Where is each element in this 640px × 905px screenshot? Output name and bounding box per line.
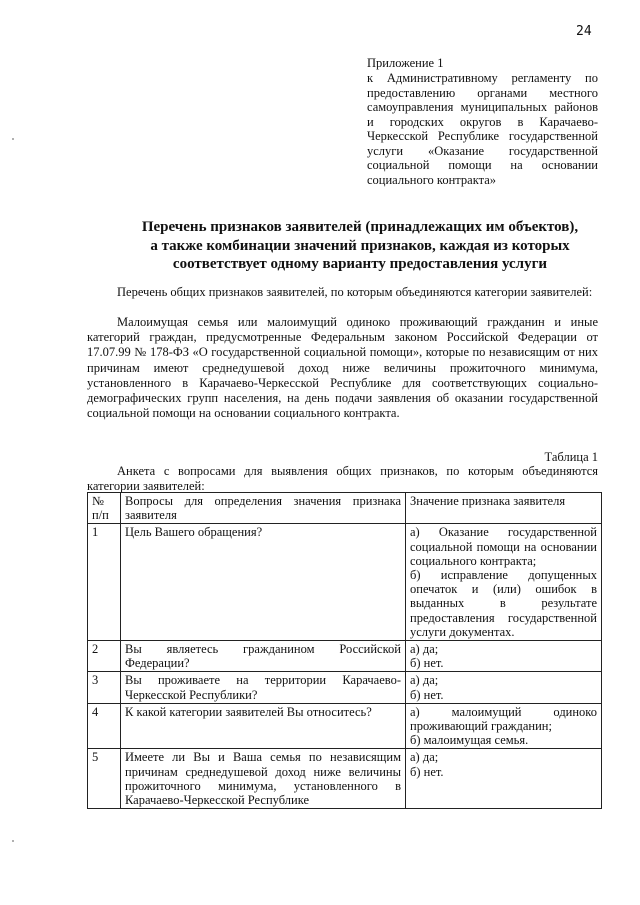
row-answers (406, 749, 602, 809)
answer-option: б) нет. (410, 687, 444, 702)
header-number: № п/п (88, 493, 121, 524)
answer-option: а) да; (410, 750, 439, 765)
applicant-signs-table (87, 492, 602, 809)
row-question: Вы проживаете на территории Карачаево-Черкесской Республики? (121, 672, 406, 703)
questionnaire-paragraph: Анкета с вопросами для выявления общих признаков, по которым объединяются категории заявителей: (87, 464, 598, 494)
annex-reference: к Административному регламенту по предоставлению органами местного самоуправления муниципальных районов и городских округов в Карачаево-Черкесской Республике государственной услуги «Оказание государственной социальной помощи на основании социального контракта» (367, 71, 598, 187)
row-number: 3 (88, 672, 121, 703)
row-answers (406, 703, 602, 749)
row-question: Вы являетесь гражданином Российской Федерации? (121, 641, 406, 672)
table-row (88, 641, 602, 672)
answer-option: б) малоимущая семья. (410, 733, 529, 748)
table-row (88, 524, 602, 641)
row-number: 4 (88, 703, 121, 749)
categories-paragraph: Малоимущая семья или малоимущий одиноко проживающий гражданин и иные категорий граждан, предусмотренные Федеральным законом Российской Федерации от 17.07.99 № 178-ФЗ «О государственной социальной помощи», которые по независящим от них причинам имеют среднедушевой доход ниже величины прожиточного минимума, установленного в Карачаево-Черкесской Республике для соответствующих социально-демографических групп населения, на день подачи заявления об оказании государственной социальной помощи на основании социального контракта. (87, 315, 598, 421)
answer-option: а) малоимущий одиноко проживающий гражданин; (410, 704, 597, 734)
row-answers (406, 672, 602, 703)
answer-option: б) нет. (410, 764, 444, 779)
answer-option: а) да; (410, 673, 439, 688)
answer-option: б) исправление допущенных опечаток и (или) ошибок в выданных в результате предоставления государственной услуги документах. (410, 568, 597, 639)
heading-line: соответствует одному варианту предоставления услуги (172, 256, 548, 272)
table-row (88, 672, 602, 703)
row-answers (406, 641, 602, 672)
row-number: 2 (88, 641, 121, 672)
row-question: Цель Вашего обращения? (121, 524, 406, 641)
answer-option: а) Оказание государственной социальной помощи на основании социального контракта; (410, 525, 597, 568)
header-value: Значение признака заявителя (406, 493, 602, 524)
annex-title: Приложение 1 (367, 56, 444, 70)
row-number: 1 (88, 524, 121, 641)
heading-line: Перечень признаков заявителей (принадлежащих им объектов), (141, 219, 579, 235)
document-heading (100, 218, 620, 274)
heading-line: а также комбинации значений признаков, каждая из которых (150, 237, 570, 254)
answer-option: б) нет. (410, 656, 444, 671)
row-question: Имеете ли Вы и Ваша семья по независящим причинам среднедушевой доход ниже величины прожиточного минимума, установленного в Карачаево-Черкесской Республике (121, 749, 406, 809)
scan-mark (12, 138, 14, 140)
page-number: 24 (576, 24, 592, 39)
header-question: Вопросы для определения значения признака заявителя (121, 493, 406, 524)
table-row (88, 749, 602, 809)
row-number: 5 (88, 749, 121, 809)
table-row (88, 703, 602, 749)
table-header-row (88, 493, 602, 524)
answer-option: а) да; (410, 642, 439, 657)
scan-mark (12, 840, 14, 842)
table-caption: Таблица 1 (544, 450, 598, 464)
row-answers (406, 524, 602, 641)
row-question: К какой категории заявителей Вы относитесь? (121, 703, 406, 749)
intro-paragraph: Перечень общих признаков заявителей, по которым объединяются категории заявителей: (117, 285, 593, 299)
